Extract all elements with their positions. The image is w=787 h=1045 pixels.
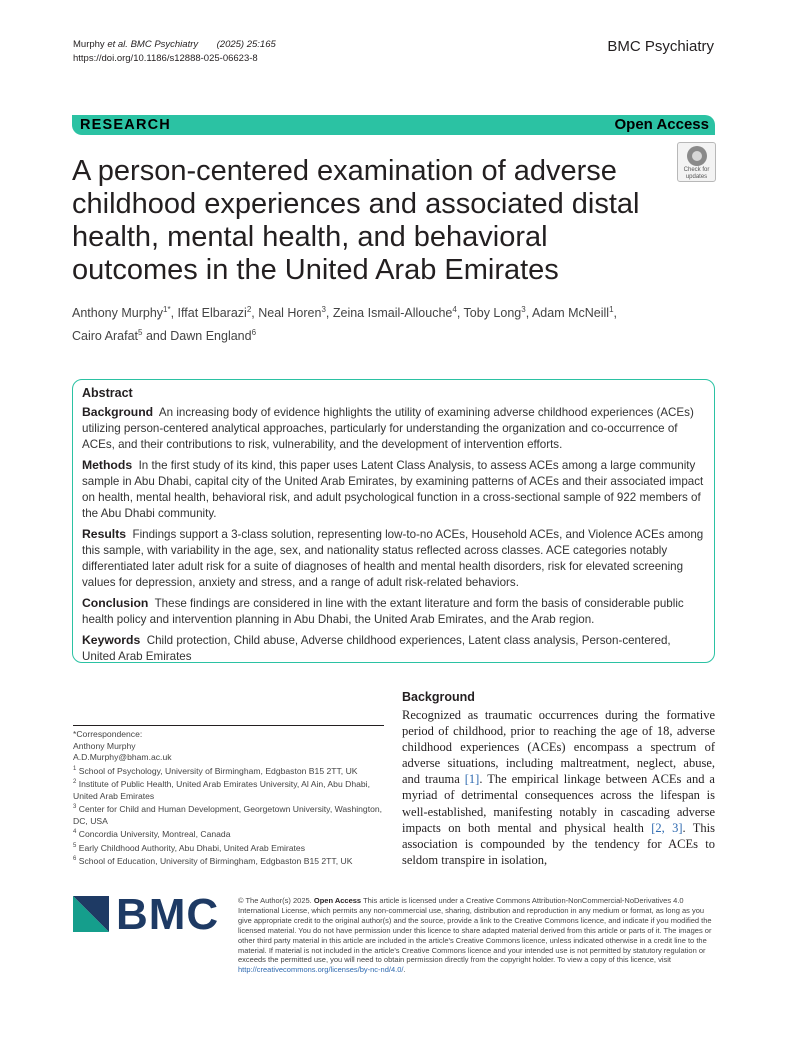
citation-etal: et al. BMC Psychiatry <box>107 39 199 50</box>
citation-author: Murphy <box>73 39 105 50</box>
author-item[interactable]: Neal Horen$^3$ <box>258 305 326 321</box>
author-item[interactable]: Toby Long$^3$ <box>463 305 526 321</box>
affiliation-item: $^1$ School of Psychology, University of Birmingham, Edgbaston B15 2TT, UK <box>73 765 358 776</box>
background-heading: Background <box>402 690 475 704</box>
author-item[interactable]: Cairo Arafat$^5$ <box>72 328 143 344</box>
bmc-logo <box>73 890 220 939</box>
abstract-results: Results Findings support a 3-class solution, representing low-to-no ACEs, Household ACEs, and Violence ACEs among this sample, with variability in the age, sex, and nationality status reflected across classes. ACE categories notably differentiated later adult risk for a suite of diagnoses of health and mental health disorders, risk for elevated screening values for depression, anxiety and stress, and a range of adult risk-related behaviors. <box>82 527 704 589</box>
open-access-label: Open Access <box>614 116 709 133</box>
abstract-conclusion: Conclusion These findings are considered in line with the extant literature and form the basis of considerable public health policy and intervention planning in Abu Dhabi, the United Arab Emirates, and the Arab region. <box>82 596 684 626</box>
license-text: © The Author(s) 2025. Open Access This article is licensed under a Creative Commons Attribution-NonCommercial-NoDerivatives 4.0 International License, which permits any non-commercial use, sharing, distribution and reproduction in any medium or format, as long as you give appropriate credit to the original author(s) and the source, provide a link to the Creative Commons licence, and indicate if you modified the licensed material. You do not have permission under this licence to share adapted material derived from this article or parts of it. The images or other third party material in this article are included in the article's Creative Commons licence, unless indicated otherwise in a credit line to the material. If material is not included in the article's Creative Commons licence and your intended use is not permitted by statutory regulation or exceeds the permitted use, you will need to obtain permission directly from the copyright holder. To view a copy of this licence, visit http://creativecommons.org/licenses/by-nc-nd/4.0/. <box>238 896 712 975</box>
citation-year: (2025) 25:165 <box>216 39 276 50</box>
author-list: Anthony Murphy$^{1*}$, Iffat Elbarazi$^2$, Neal Horen$^3$, Zeina Ismail-Allouche$^4$, Toby Long$^3$, Adam McNeill$^1$, Cairo Arafat$^5$ and Dawn England$^6$ <box>72 305 617 344</box>
citation-link[interactable]: [2, 3] <box>651 820 683 835</box>
abstract-keywords: Keywords Child protection, Child abuse, Adverse childhood experiences, Latent class analysis, Person-centered, United Arab Emirates <box>82 633 671 663</box>
affiliation-item: $^4$ Concordia University, Montreal, Canada <box>73 829 231 840</box>
affiliations-block <box>73 729 388 868</box>
article-type-label: RESEARCH <box>80 117 171 133</box>
bookmark-icon <box>687 146 707 166</box>
correspondence-name: Anthony Murphy <box>73 740 136 751</box>
author-item[interactable]: Dawn England$^6$ <box>170 328 257 344</box>
license-link[interactable]: http://creativecommons.org/licenses/by-nc-nd/4.0/ <box>238 965 404 975</box>
affiliation-item: $^2$ Institute of Public Health, United Arab Emirates University, Al Ain, Abu Dhabi, United Arab Emirates <box>73 779 370 801</box>
correspondence-label: *Correspondence: <box>73 729 143 739</box>
check-for-updates-line1: Check for <box>683 167 710 173</box>
author-item[interactable]: Adam McNeill$^1$ <box>531 305 614 321</box>
author-item[interactable]: Iffat Elbarazi$^2$ <box>177 305 252 321</box>
affiliations-divider <box>73 725 384 726</box>
affiliation-item: $^5$ Early Childhood Authority, Abu Dhabi, United Arab Emirates <box>73 842 305 853</box>
correspondence-email[interactable]: A.D.Murphy@bham.ac.uk <box>73 752 172 763</box>
affiliation-item: $^6$ School of Education, University of Birmingham, Edgbaston B15 2TT, UK <box>73 856 353 867</box>
article-type-band <box>72 115 715 135</box>
running-header-citation <box>73 38 276 66</box>
author-item[interactable]: Zeina Ismail-Allouche$^4$ <box>332 305 457 321</box>
abstract-background: Background An increasing body of evidence highlights the utility of examining adverse childhood experiences (ACEs) utilizing person-centered analytical approaches, particularly for understanding the organization and co-occurrence of ACEs, and their contributions to risk, vulnerability, and the development of intervention efforts. <box>82 405 694 451</box>
citation-link[interactable]: [1] <box>464 772 480 787</box>
affiliation-item: $^3$ Center for Child and Human Development, Georgetown University, Washington, DC, USA <box>73 804 383 826</box>
check-for-updates-button[interactable] <box>677 142 716 182</box>
abstract-heading: Abstract <box>82 386 133 400</box>
bmc-logo-mark-icon <box>73 896 109 932</box>
doi-link[interactable]: https://doi.org/10.1186/s12888-025-06623-8 <box>73 53 258 64</box>
abstract-box <box>72 379 715 663</box>
journal-name: BMC Psychiatry <box>607 38 714 55</box>
abstract-methods: Methods In the first study of its kind, this paper uses Latent Class Analysis, to assess ACEs among a large community sample in Abu Dhabi, capital city of the United Arab Emirates, by examining patterns of ACEs and their associated impact on health, mental health, behavioral risk, and adult psychological function in a cross-sectional sample of 922 members of the Abu Dhabi community. <box>82 458 704 520</box>
check-for-updates-line2: updates <box>685 174 708 180</box>
article-title: A person-centered examination of adverse childhood experiences and associated distal health, mental health, and behavioral outcomes in the United Arab Emirates <box>72 155 640 286</box>
background-paragraph: Recognized as traumatic occurrences during the formative period of childhood, prior to reaching the age of 18, adverse childhood experiences (ACEs) encompass a spectrum of adverse situations, including maltreatment, neglect, abuse, and trauma [1]. The empirical linkage between ACEs and a myriad of detrimental consequences across the lifespan is well-established, manifesting notably in cascading adverse impacts on both mental and physical health [2, 3]. This association is compounded by the tendency for ACEs to seldom transpire in isolation, <box>402 708 715 867</box>
bmc-logo-text: BMC <box>116 890 220 939</box>
author-item[interactable]: Anthony Murphy$^{1*}$ <box>72 305 171 321</box>
